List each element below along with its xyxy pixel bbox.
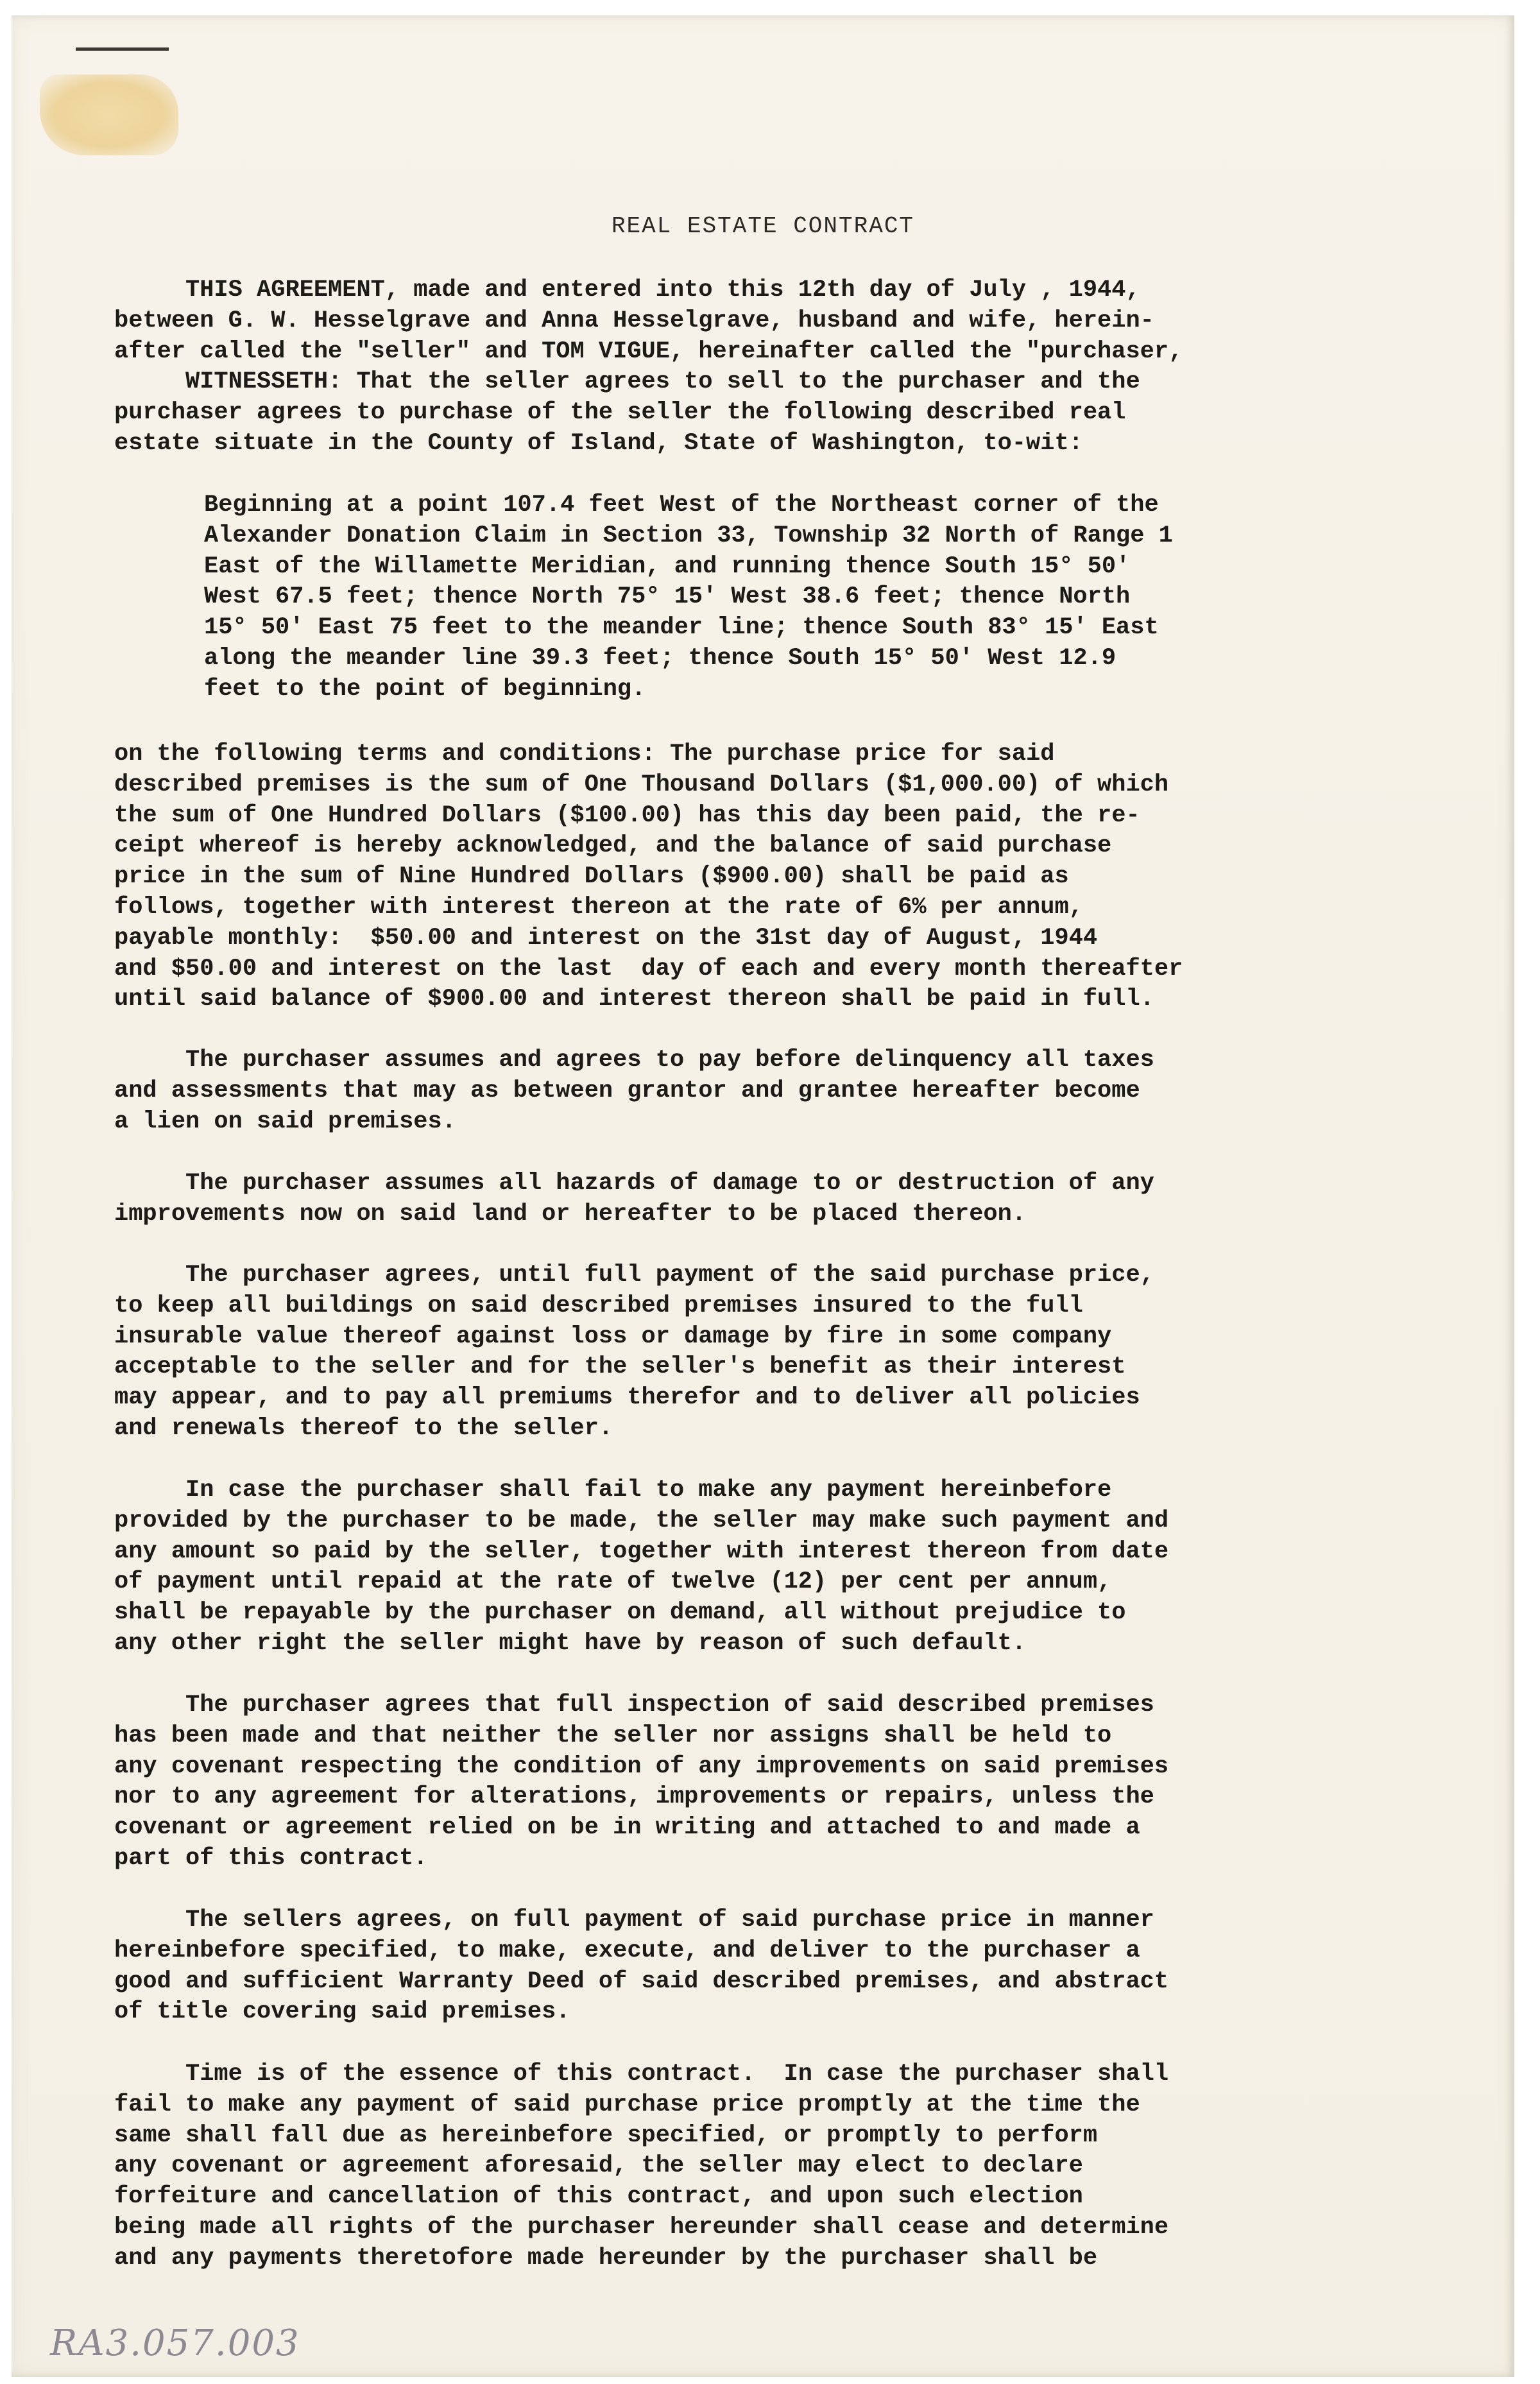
text-line: any covenant or agreement aforesaid, the seller may elect to declare (114, 2152, 1083, 2180)
text-line: WITNESSETH: That the seller agrees to sell to the purchaser and the (114, 368, 1140, 396)
agreement-preamble (114, 275, 1500, 459)
text-line: and $50.00 and interest on the last day of each and every month thereafter (114, 955, 1183, 982)
text-line: after called the "seller" and TOM VIGUE, hereinafter called the "purchaser, (114, 338, 1183, 365)
taxes-paragraph (114, 1045, 1500, 1137)
terms-paragraph (114, 739, 1500, 1015)
text-line: ceipt whereof is hereby acknowledged, and the balance of said purchase (114, 832, 1112, 860)
text-line: of title covering said premises. (114, 1998, 570, 2026)
text-line: provided by the purchaser to be made, the seller may make such payment and (114, 1507, 1169, 1534)
text-line: on the following terms and conditions: The purchase price for said (114, 741, 1055, 768)
text-line: feet to the point of beginning. (204, 675, 646, 703)
text-line: part of this contract. (114, 1844, 428, 1872)
legal-description (204, 490, 1487, 705)
warranty-deed-paragraph (114, 1905, 1500, 2028)
hazards-paragraph (114, 1169, 1500, 1230)
text-line: estate situate in the County of Island, State of Washington, to-wit: (114, 429, 1083, 457)
text-line: shall be repayable by the purchaser on demand, all without prejudice to (114, 1599, 1126, 1627)
text-line: The sellers agrees, on full payment of said purchase price in manner (114, 1907, 1154, 1934)
default-paragraph (114, 1475, 1500, 1659)
text-line: follows, together with interest thereon at the rate of 6% per annum, (114, 893, 1083, 921)
text-line: insurable value thereof against loss or damage by fire in some company (114, 1323, 1112, 1350)
text-line: forfeiture and cancellation of this contract, and upon such election (114, 2183, 1083, 2211)
text-line: any covenant respecting the condition of any improvements on said premises (114, 1753, 1169, 1780)
text-line: hereinbefore specified, to make, execute, and deliver to the purchaser a (114, 1937, 1140, 1964)
text-line: East of the Willamette Meridian, and running thence South 15° 50' (204, 553, 1131, 580)
text-line: described premises is the sum of One Thousand Dollars ($1,000.00) of which (114, 771, 1169, 798)
text-line: and any payments theretofore made hereunder by the purchaser shall be (114, 2244, 1098, 2272)
text-line: purchaser agrees to purchase of the seller the following described real (114, 399, 1126, 427)
text-line: along the meander line 39.3 feet; thence South 15° 50' West 12.9 (204, 644, 1116, 672)
text-line: the sum of One Hundred Dollars ($100.00) has this day been paid, the re- (114, 802, 1140, 829)
text-line: Beginning at a point 107.4 feet West of the Northeast corner of the (204, 492, 1159, 519)
text-line: may appear, and to pay all premiums therefor and to deliver all policies (114, 1384, 1140, 1412)
text-line: to keep all buildings on said described premises insured to the full (114, 1292, 1083, 1319)
inspection-paragraph (114, 1690, 1500, 1874)
text-line: payable monthly: $50.00 and interest on the 31st day of August, 1944 (114, 924, 1098, 952)
document-title: REAL ESTATE CONTRACT (611, 213, 915, 239)
text-line: The purchaser assumes and agrees to pay before delinquency all taxes (114, 1047, 1154, 1074)
text-line: Time is of the essence of this contract. In case the purchaser shall (114, 2061, 1169, 2088)
text-line: any amount so paid by the seller, together with interest thereon from date (114, 1538, 1169, 1565)
text-line: and renewals thereof to the seller. (114, 1414, 613, 1442)
forfeiture-paragraph (114, 2059, 1500, 2274)
text-line: 15° 50' East 75 feet to the meander line; thence South 83° 15' East (204, 614, 1159, 642)
text-line: between G. W. Hesselgrave and Anna Hesselgrave, husband and wife, herein- (114, 307, 1154, 334)
text-line: The purchaser agrees that full inspection of said described premises (114, 1692, 1154, 1719)
text-line: price in the sum of Nine Hundred Dollars ($900.00) shall be paid as (114, 863, 1069, 891)
text-line: a lien on said premises. (114, 1108, 456, 1135)
text-line: and assessments that may as between grantor and grantee hereafter become (114, 1077, 1140, 1104)
text-line: improvements now on said land or hereafter to be placed thereon. (114, 1200, 1027, 1228)
text-line: fail to make any payment of said purchase price promptly at the time the (114, 2091, 1140, 2118)
text-line: nor to any agreement for alterations, improvements or repairs, unless the (114, 1783, 1154, 1811)
top-rule-mark (76, 47, 169, 51)
text-line: West 67.5 feet; thence North 75° 15' West 38.6 feet; thence North (204, 583, 1131, 611)
text-line: The purchaser assumes all hazards of damage to or destruction of any (114, 1170, 1154, 1197)
text-line: good and sufficient Warranty Deed of said described premises, and abstract (114, 1968, 1169, 1995)
insurance-paragraph (114, 1260, 1500, 1445)
text-line: of payment until repaid at the rate of twelve (12) per cent per annum, (114, 1568, 1112, 1596)
text-line: covenant or agreement relied on be in writing and attached to and made a (114, 1814, 1140, 1842)
text-line: any other right the seller might have by reason of such default. (114, 1629, 1027, 1657)
text-line: THIS AGREEMENT, made and entered into this 12th day of July , 1944, (114, 277, 1140, 304)
text-line: until said balance of $900.00 and interest thereon shall be paid in full. (114, 986, 1154, 1013)
text-line: The purchaser agrees, until full payment of the said purchase price, (114, 1262, 1154, 1289)
text-line: same shall fall due as hereinbefore specified, or promptly to perform (114, 2122, 1098, 2149)
text-line: Alexander Donation Claim in Section 33, Township 32 North of Range 1 (204, 522, 1173, 549)
catalog-number: RA3.057.003 (50, 2322, 300, 2364)
text-line: In case the purchaser shall fail to make any payment hereinbefore (114, 1477, 1112, 1504)
document-page (12, 15, 1514, 2377)
text-line: being made all rights of the purchaser hereunder shall cease and determine (114, 2213, 1169, 2241)
text-line: has been made and that neither the seller nor assigns shall be held to (114, 1722, 1112, 1749)
tape-stain (40, 74, 178, 155)
text-line: acceptable to the seller and for the seller's benefit as their interest (114, 1353, 1126, 1381)
